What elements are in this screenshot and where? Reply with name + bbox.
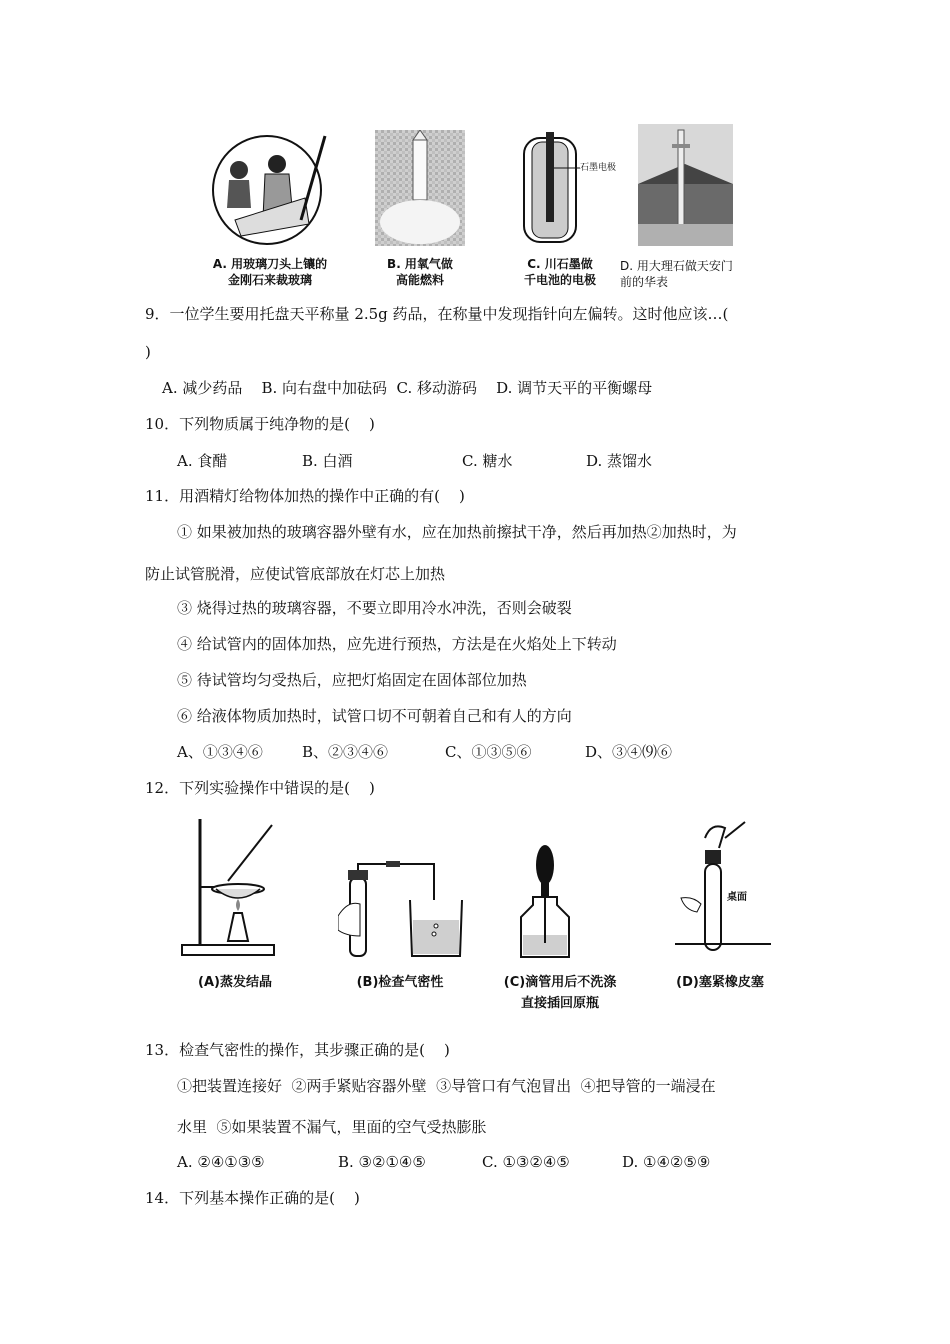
- q10-option-c: C. 糖水: [462, 452, 513, 470]
- figure-12b-caption: (B)检查气密性: [356, 975, 444, 990]
- q9-stem-end: ): [145, 343, 151, 361]
- q11-item5: ⑤ 待试管均匀受热后，应把灯焰固定在固体部位加热: [177, 671, 527, 689]
- q10-option-a: A. 食醋: [177, 452, 228, 470]
- q13-steps-b: 水里 ⑤如果装置不漏气，里面的空气受热膨胀: [177, 1118, 487, 1136]
- q11-item4: ④ 给试管内的固体加热，应先进行预热，方法是在火焰处上下转动: [177, 635, 617, 653]
- q11-item1a: ① 如果被加热的玻璃容器外壁有水，应在加热前擦拭干净，然后再加热②加热时，为: [177, 523, 737, 541]
- q12-stem: 12．下列实验操作中错误的是( ): [145, 779, 375, 797]
- figure-12c-caption: (C)滴管用后不洗涤 直接插回原瓶: [503, 975, 617, 1011]
- figure-12a-evaporation: [178, 815, 278, 960]
- q11-option-a: A、①③④⑥: [177, 743, 263, 761]
- q13-steps-a: ①把装置连接好 ②两手紧贴容器外壁 ③导管口有气泡冒出 ④把导管的一端浸在: [177, 1077, 716, 1095]
- q11-item3: ③ 烧得过热的玻璃容器，不要立即用冷水冲洗，否则会破裂: [177, 599, 572, 617]
- figure-b-caption: B. 用氧气做 高能燃料: [387, 257, 453, 287]
- figure-b-rocket-photo: [375, 130, 465, 246]
- q13-option-a: A. ②④①③⑤: [177, 1153, 265, 1171]
- q11-option-c: C、①③⑤⑥: [445, 743, 532, 761]
- figure-a-glass-cutter: [205, 128, 335, 246]
- q13-option-c: C. ①③②④⑤: [482, 1153, 570, 1171]
- q13-option-b: B. ③②①④⑤: [338, 1153, 426, 1171]
- q11-option-d: D、③④⑼⑥: [585, 743, 673, 761]
- figure-12a-caption: (A)蒸发结晶: [198, 975, 272, 990]
- q10-option-b: B. 白酒: [302, 452, 353, 470]
- figure-d-tiananmen-photo: [638, 124, 733, 246]
- q11-item1b: 防止试管脱滑，应使试管底部放在灯芯上加热: [145, 565, 446, 583]
- graphite-electrode-label: 石墨电极: [580, 163, 617, 173]
- q11-option-b: B、②③④⑥: [302, 743, 389, 761]
- q10-option-d: D. 蒸馏水: [586, 452, 653, 470]
- figure-c-caption: C. 川石墨做 千电池的电极: [523, 257, 596, 287]
- figure-c-dry-battery: [520, 128, 625, 248]
- figure-a-caption: A. 用玻璃刀头上镶的 金刚石来裁玻璃: [212, 257, 328, 287]
- figure-12c-dropper-bottle: [515, 843, 575, 961]
- q10-stem: 10．下列物质属于纯净物的是( ): [145, 415, 375, 433]
- q14-stem: 14．下列基本操作正确的是( ): [145, 1189, 360, 1207]
- q13-option-d: D. ①④②⑤⑨: [622, 1153, 711, 1171]
- desktop-label: 桌面: [727, 892, 747, 903]
- q9-stem: 9．一位学生要用托盘天平称量 2.5g 药品，在称量中发现指针向左偏转。这时他应该…(: [145, 305, 729, 323]
- q11-item6: ⑥ 给液体物质加热时，试管口切不可朝着自己和有人的方向: [177, 707, 572, 725]
- figure-12d-caption: (D)塞紧橡皮塞: [676, 975, 764, 990]
- q13-stem: 13．检查气密性的操作，其步骤正确的是( ): [145, 1041, 450, 1059]
- q9-options: A. 减少药品 B. 向右盘中加砝码 C. 移动游码 D. 调节天平的平衡螺母: [162, 379, 653, 397]
- q11-stem: 11．用酒精灯给物体加热的操作中正确的有( ): [145, 487, 465, 505]
- figure-12b-airtightness: [338, 860, 468, 960]
- figure-d-caption: D. 用大理石做天安门 前的华表: [620, 259, 733, 289]
- figure-12d-rubber-stopper: [675, 818, 775, 958]
